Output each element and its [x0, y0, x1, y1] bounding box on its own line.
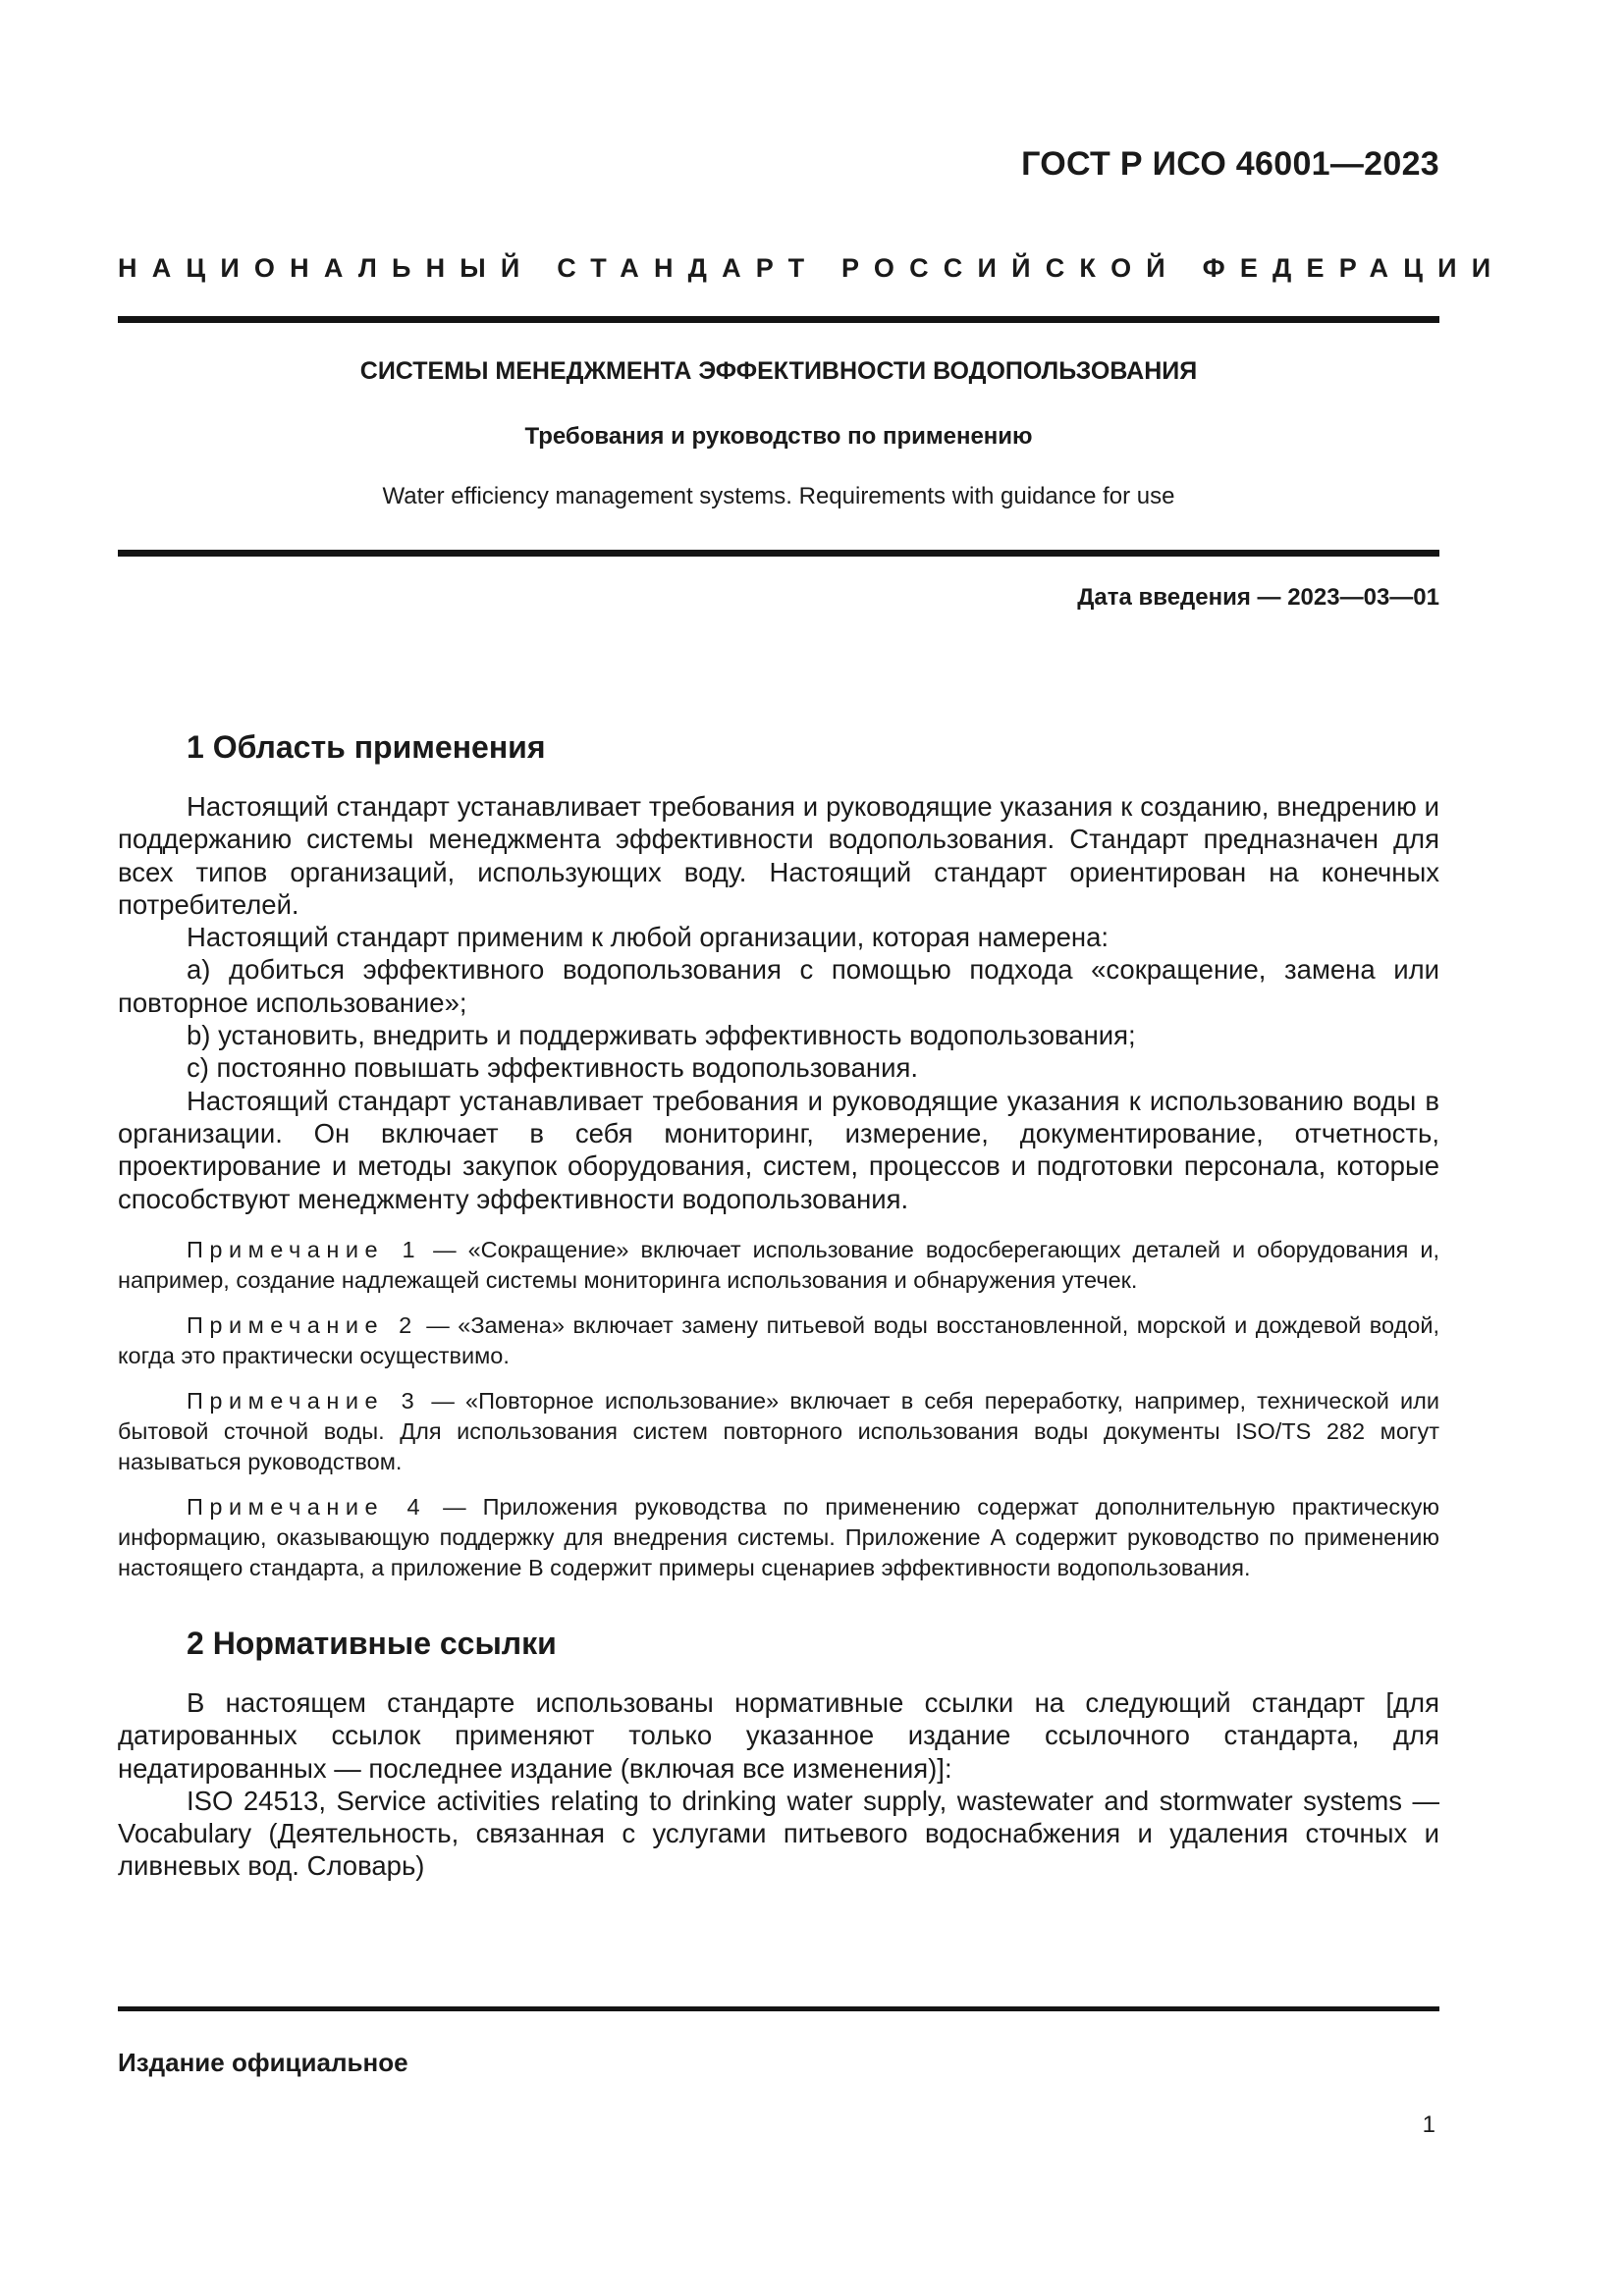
- document-subtitle: Требования и руководство по применению: [524, 423, 1033, 450]
- note-label: Примечание 3: [187, 1388, 421, 1414]
- document-page: [118, 0, 1506, 2296]
- footer-divider: [118, 2006, 1439, 2011]
- note-4: [118, 1492, 1439, 1583]
- section-1-body: [118, 790, 1439, 1215]
- edition-label: Издание официальное: [118, 2048, 408, 2077]
- note-3: [118, 1386, 1439, 1477]
- section-1-heading: 1 Область применения: [187, 729, 546, 765]
- document-code: ГОСТ Р ИСО 46001—2023: [1021, 145, 1439, 183]
- document-title: СИСТЕМЫ МЕНЕДЖМЕНТА ЭФФЕКТИВНОСТИ ВОДОПОЛЬЗОВАНИЯ: [359, 357, 1198, 385]
- note-label: Примечание 2: [187, 1312, 418, 1338]
- list-item-c: c) постоянно повышать эффективность водопользования.: [187, 1052, 918, 1084]
- note-2: [118, 1310, 1439, 1371]
- section-2-heading: 2 Нормативные ссылки: [187, 1626, 557, 1661]
- top-divider: [118, 316, 1439, 323]
- note-label: Примечание 1: [187, 1237, 422, 1262]
- paragraph: Настоящий стандарт устанавливает требования и руководящие указания к использованию воды в организации. Он включает в себя мониторинг, измерение, документирование, отчетность, проектирование и методы закупок оборудования, систем, процессов и подготовки персонала, которые способствуют менеджменту эффективности водопользования.: [118, 1085, 1439, 1214]
- reference-item: ISO 24513, Service activities relating to drinking water supply, wastewater and stormwater systems — Vocabulary (Деятельность, связанная с услугами питьевого водоснабжения и удаления сточных и ливневых вод. Словарь): [118, 1785, 1439, 1882]
- note-text: — «Сокращение» включает использование водосберегающих деталей и оборудования и, например, создание надлежащей системы мониторинга использования и обнаружения утечек.: [118, 1237, 1439, 1293]
- national-standard-banner: НАЦИОНАЛЬНЫЙ СТАНДАРТ РОССИЙСКОЙ ФЕДЕРАЦИИ: [118, 253, 1506, 283]
- page-number: 1: [1422, 2111, 1435, 2138]
- paragraph: Настоящий стандарт применим к любой организации, которая намерена:: [187, 922, 1110, 953]
- note-text: — «Повторное использование» включает в себя переработку, например, технической или бытовой сточной воды. Для использования систем повторного использования воды документы ISO/TS 282 могут называться руководством.: [118, 1388, 1439, 1474]
- section-2-body: [118, 1686, 1439, 1883]
- note-label: Примечание 4: [187, 1494, 427, 1520]
- note-text: — Приложения руководства по применению содержат дополнительную практическую информацию, оказывающую поддержку для внедрения системы. Приложение А содержит руководство по применению настоящего стандарта, а приложение В содержит примеры сценариев эффективности водопользования.: [118, 1494, 1439, 1580]
- list-item-b: b) установить, внедрить и поддерживать эффективность водопользования;: [187, 1020, 1136, 1051]
- english-title: Water efficiency management systems. Requirements with guidance for use: [382, 483, 1175, 509]
- list-item-a: a) добиться эффективного водопользования с помощью подхода «сокращение, замена или повторное использование»;: [118, 954, 1439, 1018]
- title-divider: [118, 550, 1439, 557]
- paragraph: В настоящем стандарте использованы нормативные ссылки на следующий стандарт [для датированных ссылок применяют только указанное издание ссылочного стандарта, для недатированных — последнее издание (включая все изменения)]:: [118, 1687, 1439, 1784]
- paragraph: Настоящий стандарт устанавливает требования и руководящие указания к созданию, внедрению и поддержанию системы менеджмента эффективности водопользования. Стандарт предназначен для всех типов организаций, использующих воду. Настоящий стандарт ориентирован на конечных потребителей.: [118, 791, 1439, 920]
- note-text: — «Замена» включает замену питьевой воды восстановленной, морской и дождевой водой, когда это практически осуществимо.: [118, 1312, 1440, 1368]
- note-1: [118, 1235, 1439, 1296]
- introduction-date: Дата введения — 2023—03—01: [1077, 584, 1439, 611]
